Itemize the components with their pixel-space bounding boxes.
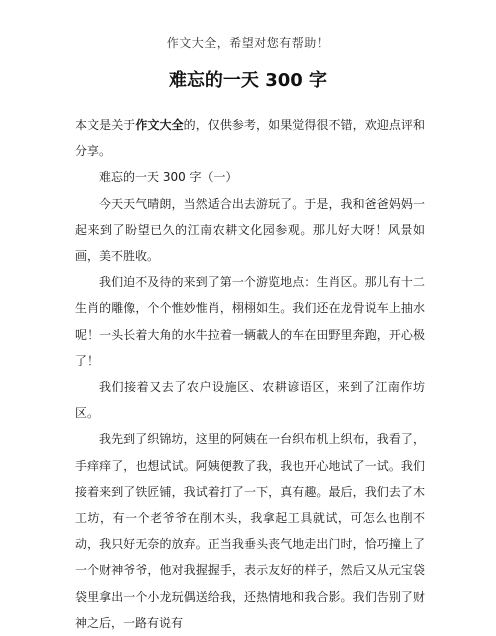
section-subtitle: 难忘的一天 300 字（一）	[99, 170, 238, 185]
header-note: 作文大全，希望对您有帮助！	[166, 36, 330, 50]
paragraph-2: 我们迫不及待的来到了第一个游览地点：生肖区。那儿有十二生肖的雕像，个个惟妙惟肖，栩栩如生。我们还在龙骨说车上抽水呢！一头长着大角的水牛拉着一辆載人的车在田野里奔跑，开心极了！	[75, 275, 425, 368]
paragraph-4: 我先到了织锦坊，这里的阿姨在一台织布机上织布，我看了，手痒痒了，也想试试。阿姨便教了我，我也开心地试了一试。我们接着来到了铁匠铺，我试着打了一下，真有趣。最后，我们去了木工坊，有一个老爷爷在削木头，我拿起工具就试，可怎么也削不动，我只好无奈的放弃。正当我垂头丧气地走出门时，恰巧撞上了一个财神爷爷，他对我握握手，表示友好的样子，然后又从元宝袋袋里拿出一个小龙玩偶送给我，还热情地和我合影。我们告别了财神之后，一路有说有	[75, 432, 425, 630]
article-body	[75, 112, 425, 636]
intro-suffix: 的，仅供参考，如果觉得很不错，欢迎点评和分享。	[75, 118, 425, 159]
intro-paragraph	[75, 112, 425, 164]
intro-prefix: 本文是关于	[75, 118, 136, 132]
intro-keyword[interactable]: 作文大全	[135, 118, 184, 132]
page-title: 难忘的一天 300 字	[168, 70, 328, 91]
paragraph-1: 今天天气晴朗，当然适合出去游玩了。于是，我和爸爸妈妈一起来到了盼望已久的江南农耕文化园参观。那儿好大呀！风景如画，美不胜收。	[75, 196, 425, 264]
paragraph-3: 我们接着又去了农户设施区、农耕谚语区，来到了江南作坊区。	[75, 380, 425, 421]
